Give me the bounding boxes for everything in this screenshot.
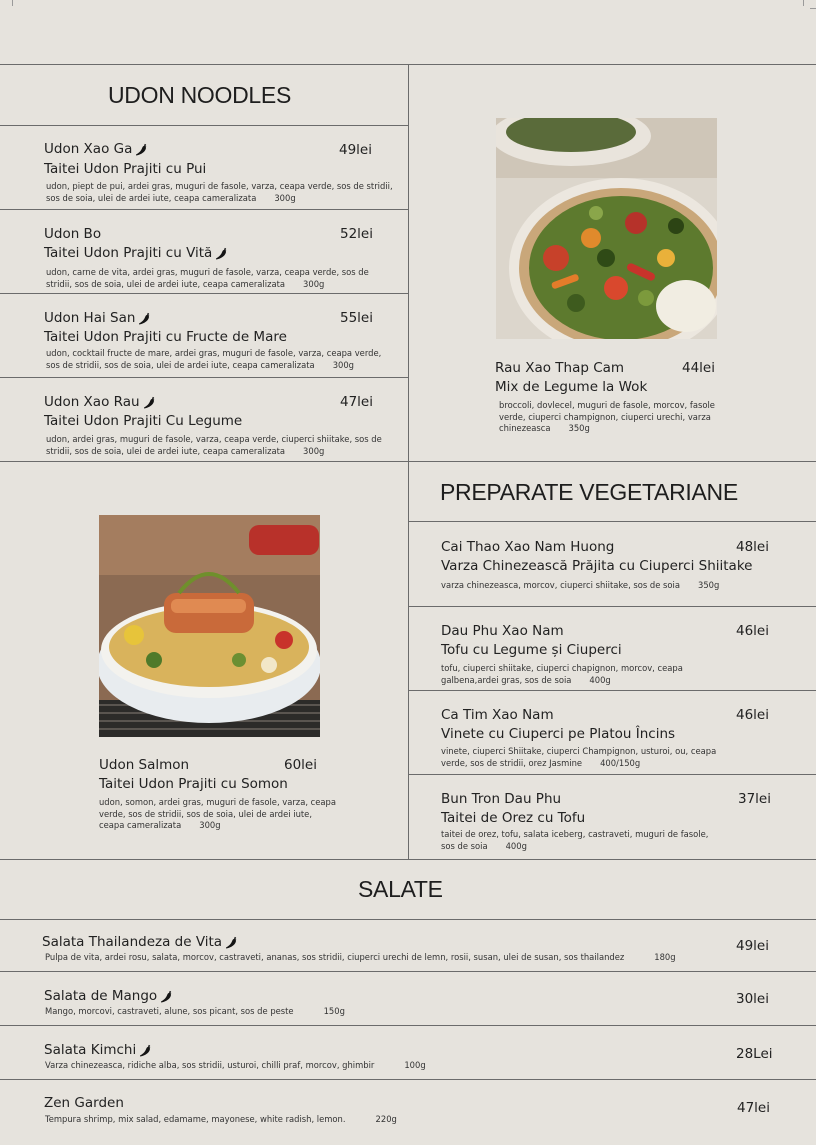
menu-item-price: 49lei bbox=[339, 142, 372, 158]
menu-item-description: Pulpa de vita, ardei rosu, salata, morcov, castraveti, ananas, sos stridii, ciuperci urechi de lemn, rosii, susan, ulei de susan, sos thailandez 180g bbox=[45, 952, 676, 962]
menu-item-price: 37lei bbox=[738, 791, 771, 807]
menu-item-subtitle: Mix de Legume la Wok bbox=[495, 379, 648, 395]
divider bbox=[408, 690, 816, 691]
menu-item-name: Udon Xao Ga bbox=[44, 141, 149, 157]
menu-item-description: udon, carne de vita, ardei gras, muguri de fasole, varza, ceapa verde, sos de stridii, sos de soia, ulei de ardei iute, ceapa cameralizata 300g bbox=[46, 267, 369, 289]
crop-mark bbox=[12, 0, 13, 6]
menu-item-name: Cai Thao Xao Nam Huong bbox=[441, 539, 615, 555]
menu-item-weight: 300g bbox=[303, 278, 325, 289]
menu-item-weight: 300g bbox=[199, 820, 221, 830]
menu-item-weight: 100g bbox=[404, 1060, 426, 1070]
divider bbox=[0, 377, 408, 378]
menu-item-price: 47lei bbox=[340, 394, 373, 410]
menu-item-description: Varza chinezeasca, ridiche alba, sos stridii, usturoi, chilli praf, morcov, ghimbir 100g bbox=[45, 1060, 426, 1070]
udon-salmon-photo bbox=[99, 515, 320, 737]
menu-item-name: Udon Bo bbox=[44, 226, 102, 242]
menu-item-subtitle: Taitei Udon Prajiti cu Pui bbox=[44, 161, 207, 177]
menu-item-description: broccoli, dovlecel, muguri de fasole, morcov, fasole verde, ciuperci champignon, ciuperci urechi, varza chinezeasca 350g bbox=[499, 400, 715, 433]
menu-item-description: Tempura shrimp, mix salad, edamame, mayonese, white radish, lemon. 220g bbox=[45, 1114, 397, 1124]
menu-item-subtitle: Taitei Udon Prajiti cu Somon bbox=[99, 776, 288, 792]
menu-item-weight: 400/150g bbox=[600, 757, 641, 768]
chili-pepper-icon bbox=[138, 1043, 153, 1058]
menu-item-weight: 150g bbox=[323, 1006, 345, 1016]
menu-item-price: 60lei bbox=[284, 757, 317, 773]
chili-pepper-icon bbox=[142, 395, 157, 410]
menu-item-description: vinete, ciuperci Shiitake, ciuperci Champignon, usturoi, ou, ceapa verde, sos de stridii, orez Jasmine 400/150g bbox=[441, 746, 717, 768]
menu-item-subtitle: Taitei de Orez cu Tofu bbox=[441, 810, 586, 826]
menu-item-price: 46lei bbox=[736, 623, 769, 639]
divider bbox=[0, 461, 816, 462]
menu-item-description: udon, cocktail fructe de mare, ardei gras, muguri de fasole, varza, ceapa verde, sos de stridii, sos de soia, ulei de ardei iute, ceapa cameralizata 300g bbox=[46, 348, 382, 370]
menu-item-price: 46lei bbox=[736, 707, 769, 723]
menu-item-description: tofu, ciuperci shiitake, ciuperci chapignon, morcov, ceapa galbena,ardei gras, sos de soia 400g bbox=[441, 663, 683, 685]
menu-item-name: Salata Kimchi bbox=[44, 1042, 153, 1058]
menu-item-subtitle: Taitei Udon Prajiti Cu Legume bbox=[44, 413, 243, 429]
menu-item-weight: 180g bbox=[654, 952, 676, 962]
divider bbox=[408, 774, 816, 775]
menu-item-price: 48lei bbox=[736, 539, 769, 555]
crop-mark bbox=[803, 0, 804, 6]
chili-pepper-icon bbox=[134, 142, 149, 157]
menu-item-weight: 350g bbox=[568, 423, 590, 433]
chili-pepper-icon bbox=[224, 935, 239, 950]
menu-item-name: Dau Phu Xao Nam bbox=[441, 623, 564, 639]
menu-item-name: Udon Salmon bbox=[99, 757, 190, 773]
menu-item-description: udon, piept de pui, ardei gras, muguri de fasole, varza, ceapa verde, sos de stridii, sos de soia, ulei de ardei iute, ceapa cameralizata 300g bbox=[46, 181, 393, 203]
section-title-vegetarian: PREPARATE VEGETARIANE bbox=[440, 479, 738, 505]
menu-item-price: 47lei bbox=[737, 1100, 770, 1116]
menu-item-name: Salata Thailandeza de Vita bbox=[42, 934, 239, 950]
divider bbox=[0, 971, 816, 972]
menu-item-weight: 300g bbox=[332, 359, 354, 370]
menu-item-weight: 400g bbox=[505, 840, 527, 851]
menu-item-description: udon, ardei gras, muguri de fasole, varza, ceapa verde, ciuperci shiitake, sos de stridii, sos de soia, ulei de ardei iute, ceapa cameralizata 300g bbox=[46, 434, 382, 456]
divider bbox=[0, 1025, 816, 1026]
section-title-salads: SALATE bbox=[358, 876, 443, 902]
menu-item-description: Mango, morcovi, castraveti, alune, sos picant, sos de peste 150g bbox=[45, 1006, 345, 1016]
menu-item-name: Zen Garden bbox=[44, 1095, 124, 1111]
menu-item-description: udon, somon, ardei gras, muguri de fasole, varza, ceapa verde, sos de stridii, sos de soia, ulei de ardei iute, ceapa cameralizata 300g bbox=[99, 797, 336, 830]
menu-item-name: Bun Tron Dau Phu bbox=[441, 791, 562, 807]
divider bbox=[0, 859, 816, 860]
menu-item-name: Udon Xao Rau bbox=[44, 394, 157, 410]
crop-mark bbox=[810, 8, 816, 9]
menu-item-subtitle: Taitei Udon Prajiti cu Fructe de Mare bbox=[44, 329, 287, 345]
menu-item-name: Ca Tim Xao Nam bbox=[441, 707, 554, 723]
menu-item-name: Salata de Mango bbox=[44, 988, 174, 1004]
menu-item-weight: 220g bbox=[375, 1114, 397, 1124]
menu-item-subtitle: Varza Chinezească Prăjita cu Ciuperci Shiitake bbox=[441, 558, 753, 574]
chili-pepper-icon bbox=[137, 311, 152, 326]
divider bbox=[0, 209, 408, 210]
section-title-udon: UDON NOODLES bbox=[108, 82, 291, 108]
divider bbox=[0, 919, 816, 920]
divider bbox=[0, 293, 408, 294]
menu-item-price: 28Lei bbox=[736, 1046, 773, 1062]
menu-item-weight: 350g bbox=[698, 580, 720, 590]
divider bbox=[408, 521, 816, 522]
menu-item-weight: 300g bbox=[274, 192, 296, 203]
menu-item-description: varza chinezeasca, morcov, ciuperci shiitake, sos de soia 350g bbox=[441, 580, 720, 590]
vegetable-wok-photo bbox=[496, 118, 717, 339]
divider bbox=[0, 1079, 816, 1080]
chili-pepper-icon bbox=[214, 246, 229, 261]
menu-item-price: 55lei bbox=[340, 310, 373, 326]
menu-item-subtitle: Vinete cu Ciuperci pe Platou Încins bbox=[441, 726, 676, 742]
menu-item-price: 52lei bbox=[340, 226, 373, 242]
menu-item-subtitle: Taitei Udon Prajiti cu Vită bbox=[44, 245, 229, 261]
menu-item-name: Udon Hai San bbox=[44, 310, 152, 326]
chili-pepper-icon bbox=[159, 989, 174, 1004]
divider bbox=[0, 125, 408, 126]
divider bbox=[408, 606, 816, 607]
menu-item-weight: 400g bbox=[589, 674, 611, 685]
menu-item-subtitle: Tofu cu Legume și Ciuperci bbox=[441, 642, 622, 658]
menu-item-price: 44lei bbox=[682, 360, 715, 376]
menu-item-name: Rau Xao Thap Cam bbox=[495, 360, 625, 376]
menu-item-weight: 300g bbox=[303, 445, 325, 456]
menu-item-price: 49lei bbox=[736, 938, 769, 954]
menu-item-description: taitei de orez, tofu, salata iceberg, castraveti, muguri de fasole, sos de soia 400g bbox=[441, 829, 709, 851]
menu-item-price: 30lei bbox=[736, 991, 769, 1007]
